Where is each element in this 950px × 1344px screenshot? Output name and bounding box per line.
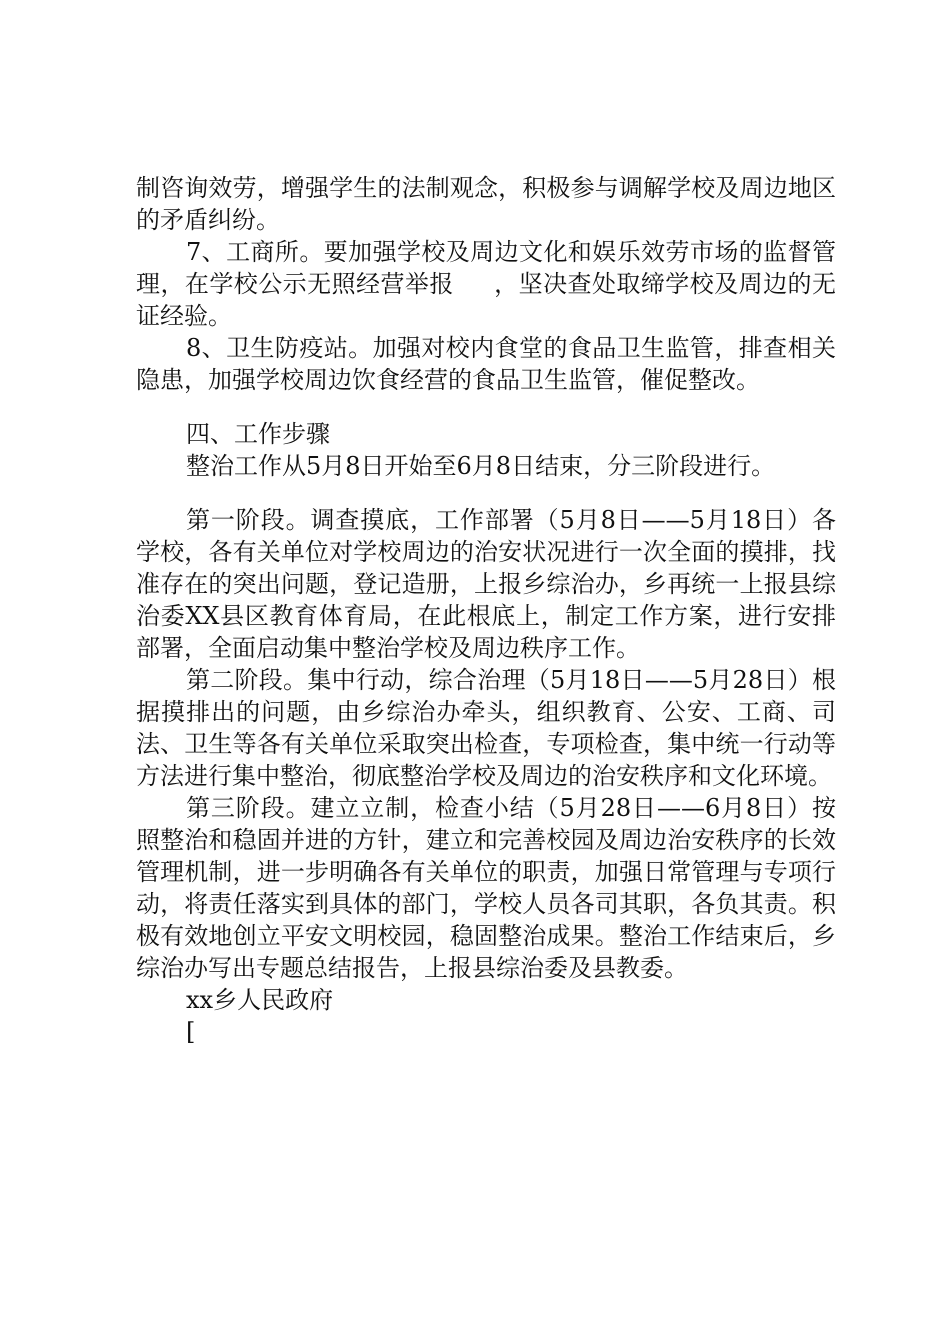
trailing-bracket: [	[186, 1018, 196, 1046]
paragraph-item-8-health-station: 8、卫生防疫站。加强对校内食堂的食品卫生监管，排查相关隐患，加强学校周边饮食经营的食品卫生监管，催促整改。	[136, 334, 836, 394]
signature-government: xx乡人民政府	[186, 986, 334, 1014]
paragraph-phase-three: 第三阶段。建立立制，检查小结（5月28日——6月8日）按照整治和稳固并进的方针，建立和完善校园及周边治安秩序的长效管理机制，进一步明确各有关单位的职责，加强日常管理与专项行动，将责任落实到具体的部门，学校人员各司其职，各负其责。积极有效地创立平安文明校园，稳固整治成果。整治工作结束后，乡综治办写出专题总结报告，上报县综治委及县教委。	[136, 794, 836, 982]
paragraph-item-7-industry-commerce: 7、工商所。要加强学校及周边文化和娱乐效劳市场的监督管理，在学校公示无照经营举报 ，坚决查处取缔学校及周边的无证经验。	[136, 238, 836, 330]
paragraph-phase-two: 第二阶段。集中行动，综合治理（5月18日——5月28日）根据摸排出的问题，由乡综治办牵头，组织教育、公安、工商、司法、卫生等各有关单位采取突出检查，专项检查，集中统一行动等方法进行集中整治，彻底整治学校及周边的治安秩序和文化环境。	[136, 666, 836, 790]
paragraph-legal-consulting-continuation: 制咨询效劳，增强学生的法制观念，积极参与调解学校及周边地区的矛盾纠纷。	[136, 174, 836, 234]
paragraph-phase-one: 第一阶段。调查摸底，工作部署（5月8日——5月18日）各学校，各有关单位对学校周边的治安状况进行一次全面的摸排，找准存在的突出问题，登记造册，上报乡综治办，乡再统一上报县综治委XX县区教育体育局，在此根底上，制定工作方案，进行安排部署，全面启动集中整治学校及周边秩序工作。	[136, 506, 836, 662]
paragraph-work-schedule: 整治工作从5月8日开始至6月8日结束，分三阶段进行。	[186, 452, 776, 480]
document-body	[136, 172, 836, 1048]
section-heading-work-steps: 四、工作步骤	[186, 420, 330, 448]
